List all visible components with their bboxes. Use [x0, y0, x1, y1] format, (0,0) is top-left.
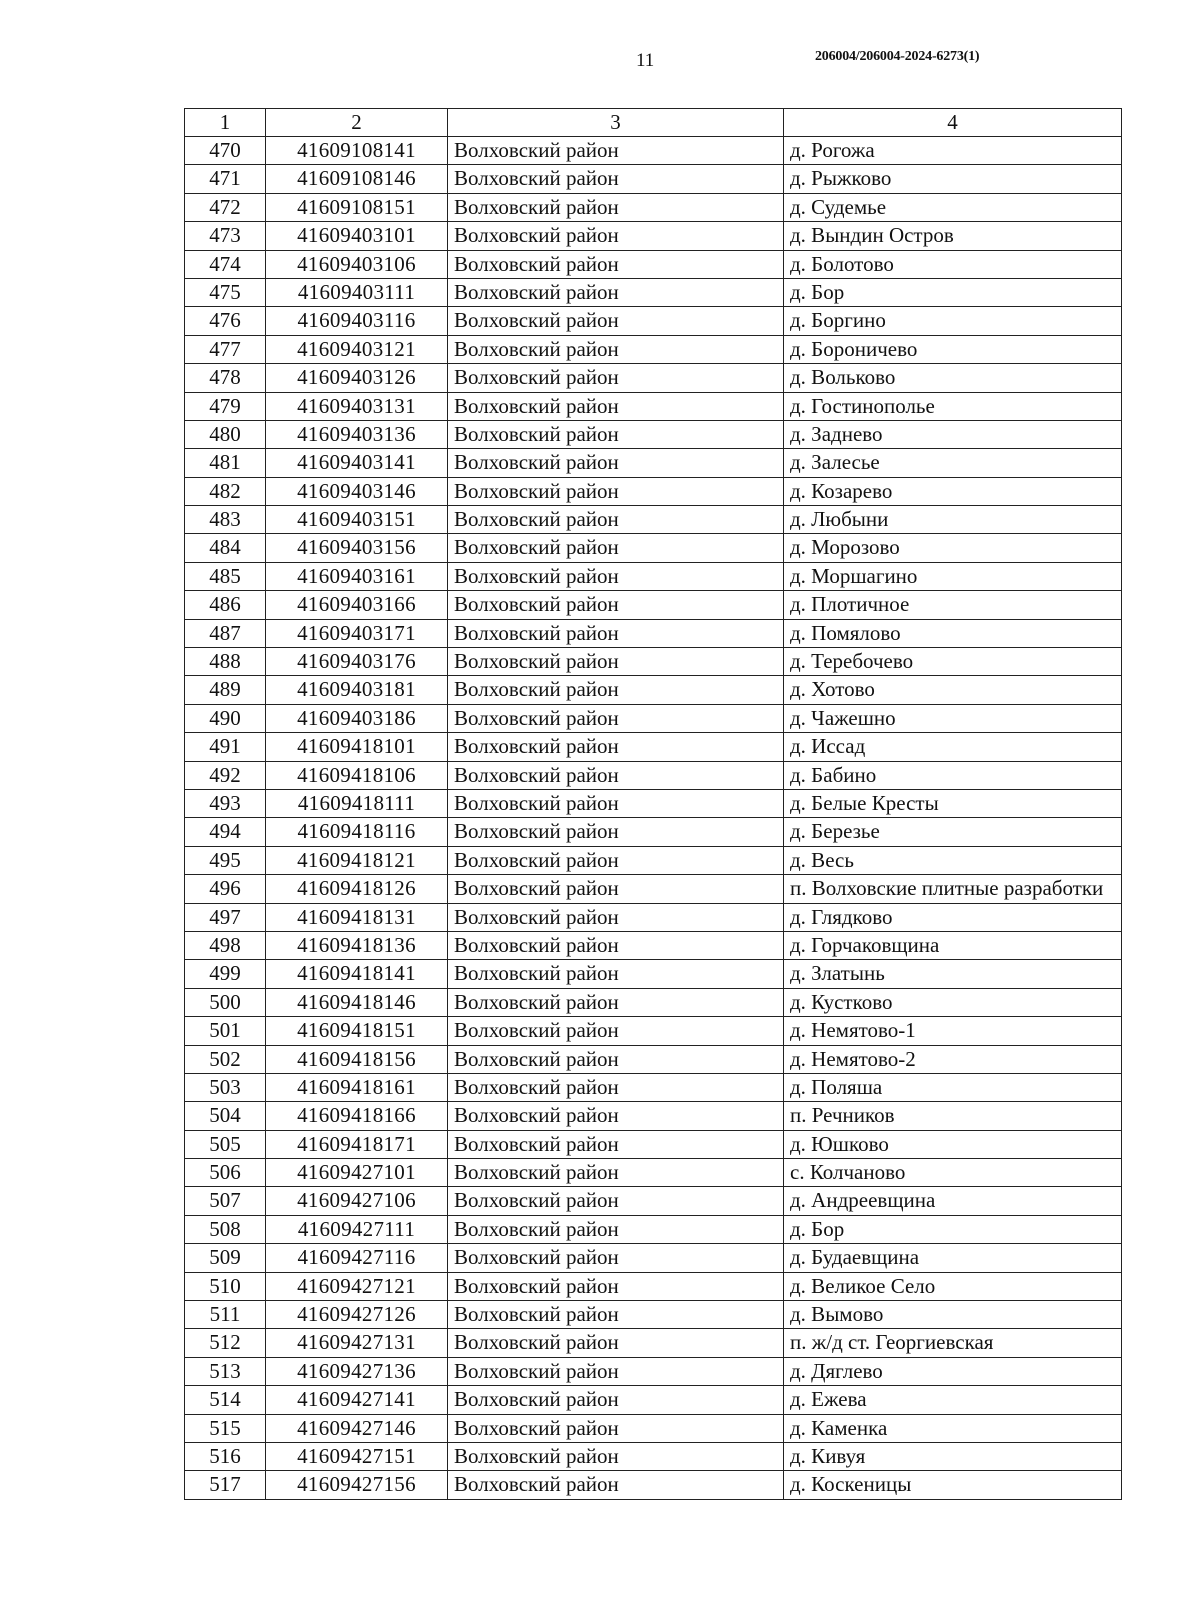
- column-header-2: 2: [266, 109, 448, 137]
- district-cell: Волховский район: [448, 420, 784, 448]
- table-row: [185, 1244, 1122, 1272]
- code-cell: 41609427121: [266, 1272, 448, 1300]
- settlement-cell: д. Дяглево: [784, 1357, 1122, 1385]
- district-cell: Волховский район: [448, 846, 784, 874]
- table-row: [185, 1471, 1122, 1499]
- district-cell: Волховский район: [448, 591, 784, 619]
- district-cell: Волховский район: [448, 222, 784, 250]
- district-cell: Волховский район: [448, 1442, 784, 1470]
- district-cell: Волховский район: [448, 1471, 784, 1499]
- row-number-cell: 482: [185, 477, 266, 505]
- district-cell: Волховский район: [448, 931, 784, 959]
- row-number-cell: 494: [185, 818, 266, 846]
- row-number-cell: 476: [185, 307, 266, 335]
- code-cell: 41609427141: [266, 1386, 448, 1414]
- row-number-cell: 487: [185, 619, 266, 647]
- column-header-4: 4: [784, 109, 1122, 137]
- row-number-cell: 508: [185, 1215, 266, 1243]
- table-row: [185, 818, 1122, 846]
- table-row: [185, 761, 1122, 789]
- table-row: [185, 846, 1122, 874]
- code-cell: 41609403101: [266, 222, 448, 250]
- row-number-cell: 472: [185, 193, 266, 221]
- code-cell: 41609108141: [266, 137, 448, 165]
- district-cell: Волховский район: [448, 1073, 784, 1101]
- district-cell: Волховский район: [448, 1414, 784, 1442]
- row-number-cell: 485: [185, 562, 266, 590]
- settlement-cell: д. Иссад: [784, 733, 1122, 761]
- row-number-cell: 486: [185, 591, 266, 619]
- settlement-cell: д. Бабино: [784, 761, 1122, 789]
- table-row: [185, 1329, 1122, 1357]
- table-row: [185, 875, 1122, 903]
- settlement-cell: д. Бороничево: [784, 335, 1122, 363]
- code-cell: 41609403121: [266, 335, 448, 363]
- code-cell: 41609418111: [266, 789, 448, 817]
- district-cell: Волховский район: [448, 1045, 784, 1073]
- table-row: [185, 960, 1122, 988]
- row-number-cell: 507: [185, 1187, 266, 1215]
- table-row: [185, 1414, 1122, 1442]
- settlement-cell: д. Болотово: [784, 250, 1122, 278]
- settlement-cell: д. Теребочево: [784, 648, 1122, 676]
- row-number-cell: 500: [185, 988, 266, 1016]
- table-row: [185, 1301, 1122, 1329]
- code-cell: 41609403176: [266, 648, 448, 676]
- table-row: [185, 988, 1122, 1016]
- row-number-cell: 509: [185, 1244, 266, 1272]
- settlement-cell: д. Немятово-1: [784, 1017, 1122, 1045]
- settlement-cell: д. Златынь: [784, 960, 1122, 988]
- district-cell: Волховский район: [448, 534, 784, 562]
- settlements-table: [184, 108, 1122, 1500]
- settlement-cell: п. ж/д ст. Георгиевская: [784, 1329, 1122, 1357]
- row-number-cell: 505: [185, 1130, 266, 1158]
- settlement-cell: д. Судемье: [784, 193, 1122, 221]
- table-row: [185, 1102, 1122, 1130]
- code-cell: 41609427156: [266, 1471, 448, 1499]
- table-row: [185, 562, 1122, 590]
- row-number-cell: 491: [185, 733, 266, 761]
- code-cell: 41609418101: [266, 733, 448, 761]
- table-row: [185, 335, 1122, 363]
- settlement-cell: д. Морозово: [784, 534, 1122, 562]
- table-body: [185, 109, 1122, 1500]
- row-number-cell: 477: [185, 335, 266, 363]
- code-cell: 41609418121: [266, 846, 448, 874]
- code-cell: 41609427126: [266, 1301, 448, 1329]
- table-row: [185, 648, 1122, 676]
- row-number-cell: 496: [185, 875, 266, 903]
- code-cell: 41609418136: [266, 931, 448, 959]
- district-cell: Волховский район: [448, 477, 784, 505]
- row-number-cell: 506: [185, 1159, 266, 1187]
- district-cell: Волховский район: [448, 278, 784, 306]
- table-row: [185, 506, 1122, 534]
- settlement-cell: п. Волховские плитные разработки: [784, 875, 1122, 903]
- code-cell: 41609418151: [266, 1017, 448, 1045]
- code-cell: 41609418171: [266, 1130, 448, 1158]
- table-row: [185, 1187, 1122, 1215]
- district-cell: Волховский район: [448, 364, 784, 392]
- code-cell: 41609418146: [266, 988, 448, 1016]
- row-number-cell: 501: [185, 1017, 266, 1045]
- row-number-cell: 514: [185, 1386, 266, 1414]
- settlement-cell: д. Хотово: [784, 676, 1122, 704]
- code-cell: 41609427151: [266, 1442, 448, 1470]
- code-cell: 41609427116: [266, 1244, 448, 1272]
- settlement-cell: д. Каменка: [784, 1414, 1122, 1442]
- district-cell: Волховский район: [448, 903, 784, 931]
- column-header-3: 3: [448, 109, 784, 137]
- code-cell: 41609427131: [266, 1329, 448, 1357]
- table-row: [185, 903, 1122, 931]
- row-number-cell: 470: [185, 137, 266, 165]
- code-cell: 41609418166: [266, 1102, 448, 1130]
- settlement-cell: д. Рогожа: [784, 137, 1122, 165]
- table-row: [185, 534, 1122, 562]
- settlement-cell: д. Ежева: [784, 1386, 1122, 1414]
- row-number-cell: 473: [185, 222, 266, 250]
- column-header-1: 1: [185, 109, 266, 137]
- settlement-cell: д. Весь: [784, 846, 1122, 874]
- code-cell: 41609427146: [266, 1414, 448, 1442]
- district-cell: Волховский район: [448, 1102, 784, 1130]
- code-cell: 41609418131: [266, 903, 448, 931]
- district-cell: Волховский район: [448, 704, 784, 732]
- district-cell: Волховский район: [448, 449, 784, 477]
- district-cell: Волховский район: [448, 562, 784, 590]
- code-cell: 41609427111: [266, 1215, 448, 1243]
- district-cell: Волховский район: [448, 789, 784, 817]
- row-number-cell: 497: [185, 903, 266, 931]
- settlement-cell: д. Будаевщина: [784, 1244, 1122, 1272]
- settlement-cell: д. Вымово: [784, 1301, 1122, 1329]
- settlement-cell: д. Коскеницы: [784, 1471, 1122, 1499]
- row-number-cell: 513: [185, 1357, 266, 1385]
- district-cell: Волховский район: [448, 1244, 784, 1272]
- district-cell: Волховский район: [448, 818, 784, 846]
- district-cell: Волховский район: [448, 875, 784, 903]
- district-cell: Волховский район: [448, 1215, 784, 1243]
- settlement-cell: д. Вындин Остров: [784, 222, 1122, 250]
- table-row: [185, 1130, 1122, 1158]
- row-number-cell: 492: [185, 761, 266, 789]
- table-row: [185, 1159, 1122, 1187]
- table-row: [185, 931, 1122, 959]
- district-cell: Волховский район: [448, 648, 784, 676]
- table-header-row: [185, 109, 1122, 137]
- settlement-cell: с. Колчаново: [784, 1159, 1122, 1187]
- code-cell: 41609403146: [266, 477, 448, 505]
- table-row: [185, 733, 1122, 761]
- district-cell: Волховский район: [448, 1017, 784, 1045]
- settlement-cell: д. Гостинополье: [784, 392, 1122, 420]
- table-row: [185, 364, 1122, 392]
- district-cell: Волховский район: [448, 165, 784, 193]
- settlement-cell: д. Кустково: [784, 988, 1122, 1016]
- table-row: [185, 193, 1122, 221]
- district-cell: Волховский район: [448, 1301, 784, 1329]
- district-cell: Волховский район: [448, 250, 784, 278]
- code-cell: 41609403106: [266, 250, 448, 278]
- row-number-cell: 481: [185, 449, 266, 477]
- table-row: [185, 704, 1122, 732]
- code-cell: 41609403171: [266, 619, 448, 647]
- settlement-cell: д. Любыни: [784, 506, 1122, 534]
- district-cell: Волховский район: [448, 392, 784, 420]
- code-cell: 41609403131: [266, 392, 448, 420]
- settlement-cell: д. Чажешно: [784, 704, 1122, 732]
- row-number-cell: 504: [185, 1102, 266, 1130]
- row-number-cell: 493: [185, 789, 266, 817]
- settlement-cell: д. Бор: [784, 278, 1122, 306]
- code-cell: 41609403161: [266, 562, 448, 590]
- document-id: 206004/206004-2024-6273(1): [815, 49, 980, 64]
- settlement-cell: д. Помялово: [784, 619, 1122, 647]
- settlement-cell: д. Козарево: [784, 477, 1122, 505]
- code-cell: 41609108151: [266, 193, 448, 221]
- code-cell: 41609108146: [266, 165, 448, 193]
- page-number: 11: [636, 50, 655, 71]
- code-cell: 41609418126: [266, 875, 448, 903]
- row-number-cell: 474: [185, 250, 266, 278]
- code-cell: 41609403116: [266, 307, 448, 335]
- district-cell: Волховский район: [448, 1159, 784, 1187]
- settlement-cell: д. Березье: [784, 818, 1122, 846]
- table-row: [185, 222, 1122, 250]
- code-cell: 41609403186: [266, 704, 448, 732]
- settlement-cell: д. Глядково: [784, 903, 1122, 931]
- district-cell: Волховский район: [448, 193, 784, 221]
- district-cell: Волховский район: [448, 335, 784, 363]
- settlement-cell: д. Немятово-2: [784, 1045, 1122, 1073]
- code-cell: 41609418156: [266, 1045, 448, 1073]
- code-cell: 41609403156: [266, 534, 448, 562]
- settlement-cell: д. Кивуя: [784, 1442, 1122, 1470]
- table-row: [185, 449, 1122, 477]
- code-cell: 41609403136: [266, 420, 448, 448]
- row-number-cell: 495: [185, 846, 266, 874]
- district-cell: Волховский район: [448, 1357, 784, 1385]
- settlement-cell: д. Белые Кресты: [784, 789, 1122, 817]
- row-number-cell: 489: [185, 676, 266, 704]
- table-row: [185, 477, 1122, 505]
- row-number-cell: 471: [185, 165, 266, 193]
- settlement-cell: д. Рыжково: [784, 165, 1122, 193]
- row-number-cell: 515: [185, 1414, 266, 1442]
- district-cell: Волховский район: [448, 506, 784, 534]
- table-row: [185, 278, 1122, 306]
- district-cell: Волховский район: [448, 960, 784, 988]
- table-row: [185, 1017, 1122, 1045]
- district-cell: Волховский район: [448, 733, 784, 761]
- code-cell: 41609403126: [266, 364, 448, 392]
- district-cell: Волховский район: [448, 988, 784, 1016]
- code-cell: 41609403111: [266, 278, 448, 306]
- table-row: [185, 250, 1122, 278]
- code-cell: 41609403181: [266, 676, 448, 704]
- row-number-cell: 479: [185, 392, 266, 420]
- table-row: [185, 392, 1122, 420]
- table-row: [185, 789, 1122, 817]
- table-row: [185, 1073, 1122, 1101]
- row-number-cell: 510: [185, 1272, 266, 1300]
- row-number-cell: 484: [185, 534, 266, 562]
- district-cell: Волховский район: [448, 619, 784, 647]
- row-number-cell: 480: [185, 420, 266, 448]
- row-number-cell: 488: [185, 648, 266, 676]
- district-cell: Волховский район: [448, 1272, 784, 1300]
- settlement-cell: д. Бор: [784, 1215, 1122, 1243]
- code-cell: 41609427106: [266, 1187, 448, 1215]
- row-number-cell: 498: [185, 931, 266, 959]
- settlement-cell: д. Плотичное: [784, 591, 1122, 619]
- settlement-cell: д. Горчаковщина: [784, 931, 1122, 959]
- table-row: [185, 676, 1122, 704]
- table-row: [185, 420, 1122, 448]
- row-number-cell: 517: [185, 1471, 266, 1499]
- table-row: [185, 1357, 1122, 1385]
- table-row: [185, 307, 1122, 335]
- row-number-cell: 512: [185, 1329, 266, 1357]
- code-cell: 41609418116: [266, 818, 448, 846]
- settlement-cell: п. Речников: [784, 1102, 1122, 1130]
- row-number-cell: 499: [185, 960, 266, 988]
- row-number-cell: 516: [185, 1442, 266, 1470]
- settlement-cell: д. Юшково: [784, 1130, 1122, 1158]
- district-cell: Волховский район: [448, 137, 784, 165]
- code-cell: 41609403151: [266, 506, 448, 534]
- row-number-cell: 478: [185, 364, 266, 392]
- code-cell: 41609427136: [266, 1357, 448, 1385]
- district-cell: Волховский район: [448, 1130, 784, 1158]
- district-cell: Волховский район: [448, 1386, 784, 1414]
- row-number-cell: 502: [185, 1045, 266, 1073]
- table-row: [185, 1215, 1122, 1243]
- district-cell: Волховский район: [448, 307, 784, 335]
- settlement-cell: д. Заднево: [784, 420, 1122, 448]
- row-number-cell: 511: [185, 1301, 266, 1329]
- table-row: [185, 619, 1122, 647]
- district-cell: Волховский район: [448, 1187, 784, 1215]
- settlement-cell: д. Залесье: [784, 449, 1122, 477]
- code-cell: 41609403141: [266, 449, 448, 477]
- row-number-cell: 503: [185, 1073, 266, 1101]
- settlement-cell: д. Великое Село: [784, 1272, 1122, 1300]
- table-row: [185, 137, 1122, 165]
- row-number-cell: 475: [185, 278, 266, 306]
- settlement-cell: д. Андреевщина: [784, 1187, 1122, 1215]
- table-row: [185, 1045, 1122, 1073]
- table-row: [185, 1442, 1122, 1470]
- district-cell: Волховский район: [448, 676, 784, 704]
- settlement-cell: д. Вольково: [784, 364, 1122, 392]
- code-cell: 41609403166: [266, 591, 448, 619]
- table-row: [185, 165, 1122, 193]
- district-cell: Волховский район: [448, 1329, 784, 1357]
- table-row: [185, 591, 1122, 619]
- table-row: [185, 1272, 1122, 1300]
- table-row: [185, 1386, 1122, 1414]
- code-cell: 41609418141: [266, 960, 448, 988]
- settlement-cell: д. Моршагино: [784, 562, 1122, 590]
- district-cell: Волховский район: [448, 761, 784, 789]
- settlement-cell: д. Поляша: [784, 1073, 1122, 1101]
- code-cell: 41609418161: [266, 1073, 448, 1101]
- row-number-cell: 490: [185, 704, 266, 732]
- row-number-cell: 483: [185, 506, 266, 534]
- code-cell: 41609418106: [266, 761, 448, 789]
- code-cell: 41609427101: [266, 1159, 448, 1187]
- settlement-cell: д. Боргино: [784, 307, 1122, 335]
